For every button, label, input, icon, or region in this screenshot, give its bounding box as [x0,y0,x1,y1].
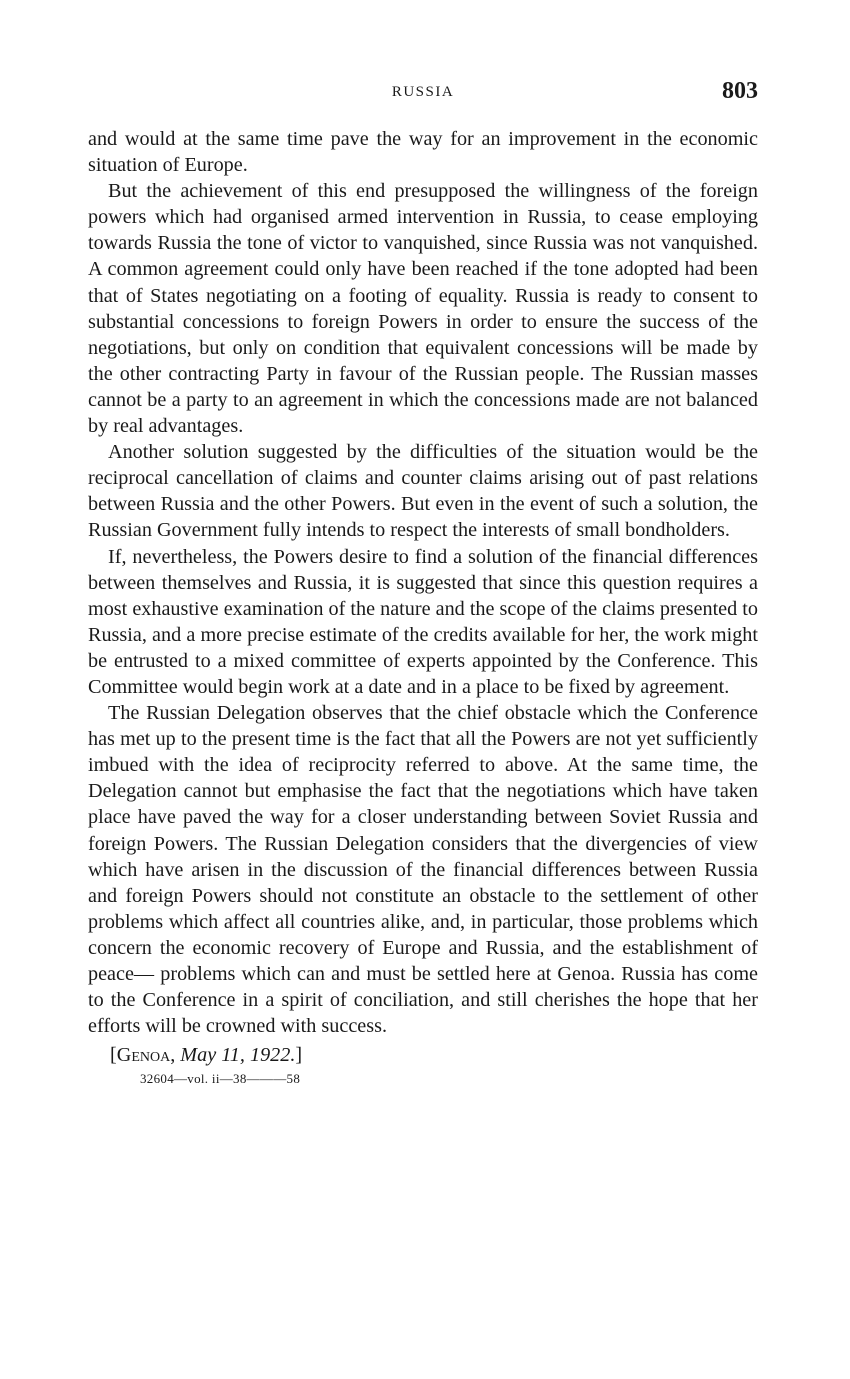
paragraph-committee: If, nevertheless, the Powers desire to find a solution of the financial differences between themselves and Russia, it is suggested that since this question requires a most exhaustive examination of the nature and the scope of the claims presented to Russia, and a more precise estimate of the credits available for her, the work might be entrusted to a mixed committee of experts appointed by the Conference. This Committee would begin work at a date and in a place to be fixed by agreement. [88,545,758,698]
dateline-place: Genoa [116,1044,171,1067]
body-text [88,126,758,1039]
dateline-date: May 11, 1922. [180,1044,296,1067]
running-header [88,78,758,114]
dateline-open-bracket: [ [110,1044,117,1067]
paragraph-cancellation: Another solution suggested by the difficulties of the situation would be the reciprocal cancellation of claims and counter claims arising out of past relations between Russia and the other Powers. But even in the event of such a solution, the Russian Government fully intends to respect the interests of small bondholders. [88,441,758,542]
paragraph-delegation: The Russian Delegation observes that the chief obstacle which the Conference has met up to the present time is the fact that all the Powers are not yet sufficiently imbued with the idea of reciprocity referred to above. At the same time, the Delegation cannot but emphasise the fact that the negotiations which have taken place have paved the way for a closer understanding between Soviet Russia and foreign Powers. The Russian Delegation considers that the divergencies of view which have arisen in the discussion of the financial differences between Russia and foreign Powers should not constitute an obstacle to the settlement of other problems which affect all countries alike, and, in particular, those problems which concern the economic recovery of Europe and Russia, and the establishment of peace— problems which can and must be settled here at Genoa. Russia has come to the Conference in a spirit of conciliation, and still cherishes the hope that her efforts will be crowned with success. [88,702,758,1038]
dateline [110,1041,758,1069]
page-number: 803 [722,78,758,104]
paragraph-continuation: and would at the same time pave the way for an improvement in the economic situation of Europe. [88,128,758,177]
dateline-close-bracket: ] [295,1044,303,1067]
dateline-separator: , [170,1044,181,1067]
paragraph-equality: But the achievement of this end presupposed the willingness of the foreign powers which had organised armed intervention in Russia, to cease employing towards Russia the tone of victor to vanquished, since Russia was not vanquished. A common agreement could only have been reached if the tone adopted had been that of States negotiating on a footing of equality. Russia is ready to consent to substantial concessions to foreign Powers in order to ensure the success of the negotiations, but only on condition that equivalent concessions will be made by the other contracting Party in favour of the Russian people. The Russian masses cannot be a party to an agreement in which the concessions made are not balanced by real advantages. [88,180,758,438]
printer-signature: 32604—vol. ii—38———58 [140,1071,301,1087]
running-head-title: RUSSIA [391,84,455,100]
document-page [88,78,758,1087]
